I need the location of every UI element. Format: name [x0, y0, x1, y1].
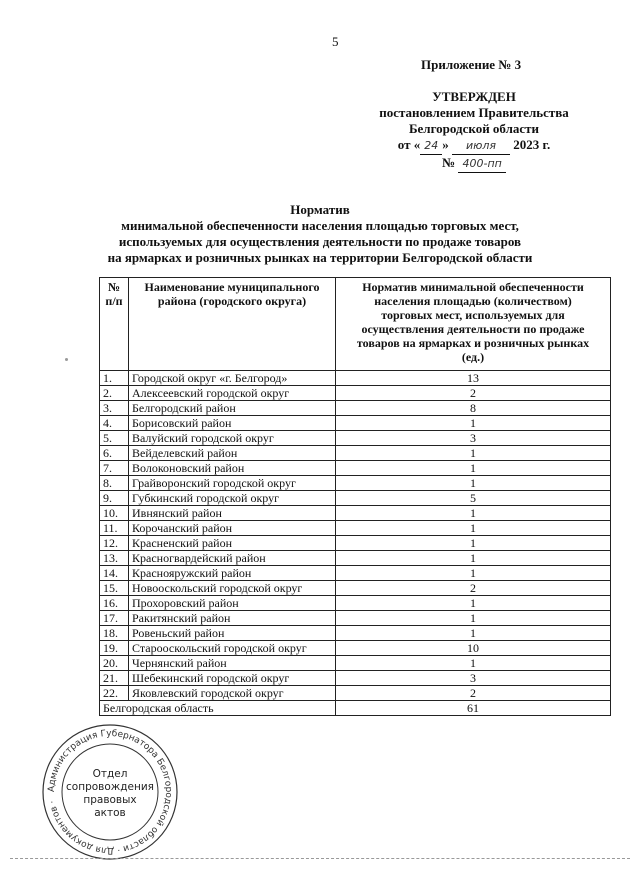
row-value: 1: [336, 521, 611, 536]
row-number: 18.: [100, 626, 129, 641]
stamp: [40, 722, 180, 862]
document-title: [80, 202, 560, 266]
row-value: 1: [336, 596, 611, 611]
row-number: 12.: [100, 536, 129, 551]
title-line1: Норматив: [290, 202, 350, 217]
row-value: 1: [336, 476, 611, 491]
date-prefix: от «: [397, 137, 421, 152]
row-value: 2: [336, 686, 611, 701]
row-name: Городской округ «г. Белгород»: [129, 371, 336, 386]
row-value: 8: [336, 401, 611, 416]
row-name: Старооскольский городской округ: [129, 641, 336, 656]
row-number: 19.: [100, 641, 129, 656]
total-name: Белгородская область: [100, 701, 336, 716]
approval-heading: УТВЕРЖДЕН: [432, 89, 516, 104]
row-name: Шебекинский городской округ: [129, 671, 336, 686]
appendix-label: Приложение № 3: [421, 57, 522, 72]
stamp-line2: сопровождения: [66, 781, 154, 793]
row-name: Красненский район: [129, 536, 336, 551]
row-name: Прохоровский район: [129, 596, 336, 611]
title-line2: минимальной обеспеченности населения площадью торговых мест,: [121, 218, 519, 233]
table-row: [100, 656, 611, 671]
header-name: Наименование муниципального района (городского округа): [129, 278, 336, 371]
table-header-row: [100, 278, 611, 371]
stamp-ring-text: Администрация Губернатора Белгородской области · Для документов ·: [46, 728, 174, 856]
row-value: 1: [336, 611, 611, 626]
table-row: [100, 521, 611, 536]
title-line4: на ярмарках и розничных рынках на территории Белгородской области: [107, 250, 533, 265]
table-row: [100, 611, 611, 626]
table-row: [100, 431, 611, 446]
approval-line2: Белгородской области: [408, 121, 540, 136]
row-number: 6.: [100, 446, 129, 461]
date-day: 24: [420, 138, 442, 155]
table-row: [100, 581, 611, 596]
table-row: [100, 371, 611, 386]
header-num: № п/п: [100, 278, 129, 371]
row-name: Яковлевский городской округ: [129, 686, 336, 701]
scan-speck: [65, 358, 68, 361]
row-name: Губкинский городской округ: [129, 491, 336, 506]
row-value: 5: [336, 491, 611, 506]
table-row: [100, 626, 611, 641]
table-row: [100, 476, 611, 491]
row-number: 14.: [100, 566, 129, 581]
row-number: 5.: [100, 431, 129, 446]
row-value: 2: [336, 581, 611, 596]
row-name: Ракитянский район: [129, 611, 336, 626]
row-number: 22.: [100, 686, 129, 701]
norms-table: [99, 277, 611, 716]
row-value: 1: [336, 656, 611, 671]
table-row: [100, 671, 611, 686]
row-number: 21.: [100, 671, 129, 686]
row-name: Борисовский район: [129, 416, 336, 431]
bottom-divider: [10, 858, 630, 859]
total-value: 61: [336, 701, 611, 716]
row-name: Алексеевский городской округ: [129, 386, 336, 401]
row-number: 15.: [100, 581, 129, 596]
row-value: 1: [336, 446, 611, 461]
row-name: Волоконовский район: [129, 461, 336, 476]
row-value: 3: [336, 671, 611, 686]
table-row: [100, 401, 611, 416]
stamp-line3: правовых: [83, 794, 137, 806]
row-value: 1: [336, 566, 611, 581]
date-month: июля: [452, 138, 510, 155]
row-value: 1: [336, 506, 611, 521]
number-value: 400-пп: [458, 156, 505, 173]
row-number: 20.: [100, 656, 129, 671]
table-row: [100, 386, 611, 401]
row-number: 16.: [100, 596, 129, 611]
row-number: 3.: [100, 401, 129, 416]
row-name: Красногвардейский район: [129, 551, 336, 566]
date-mid: »: [442, 137, 449, 152]
row-number: 7.: [100, 461, 129, 476]
date-year: 2023 г.: [513, 137, 551, 152]
row-name: Грайворонский городской округ: [129, 476, 336, 491]
header-norm: Норматив минимальной обеспеченности населения площадью (количеством) торговых мест, используемых для осуществления деятельности по продаже товаров на ярмарках и розничных рынках (ед.): [336, 278, 611, 371]
row-value: 1: [336, 461, 611, 476]
row-name: Чернянский район: [129, 656, 336, 671]
table-row: [100, 416, 611, 431]
row-value: 2: [336, 386, 611, 401]
table-row: [100, 566, 611, 581]
table-row: [100, 686, 611, 701]
row-number: 11.: [100, 521, 129, 536]
table-row: [100, 491, 611, 506]
row-value: 1: [336, 626, 611, 641]
table-row: [100, 536, 611, 551]
approval-date: [370, 137, 578, 155]
stamp-line1: Отдел: [92, 768, 128, 780]
row-name: Вейделевский район: [129, 446, 336, 461]
row-number: 9.: [100, 491, 129, 506]
row-name: Ивнянский район: [129, 506, 336, 521]
stamp-center-text: [40, 768, 180, 820]
table-row: [100, 446, 611, 461]
row-value: 10: [336, 641, 611, 656]
row-number: 13.: [100, 551, 129, 566]
row-number: 1.: [100, 371, 129, 386]
title-line3: используемых для осуществления деятельности по продаже товаров: [118, 234, 522, 249]
number-prefix: №: [442, 155, 456, 170]
row-name: Валуйский городской округ: [129, 431, 336, 446]
row-number: 10.: [100, 506, 129, 521]
approval-line1: постановлением Правительства: [379, 105, 569, 120]
row-value: 13: [336, 371, 611, 386]
row-name: Новооскольский городской округ: [129, 581, 336, 596]
approval-number: [370, 155, 578, 173]
row-number: 17.: [100, 611, 129, 626]
page-number: 5: [332, 34, 339, 49]
row-number: 8.: [100, 476, 129, 491]
row-number: 2.: [100, 386, 129, 401]
row-value: 1: [336, 551, 611, 566]
stamp-line4: актов: [94, 807, 126, 819]
row-name: Ровеньский район: [129, 626, 336, 641]
table-row: [100, 596, 611, 611]
table-row: [100, 506, 611, 521]
row-value: 3: [336, 431, 611, 446]
row-name: Белгородский район: [129, 401, 336, 416]
table-row: [100, 641, 611, 656]
row-number: 4.: [100, 416, 129, 431]
row-value: 1: [336, 416, 611, 431]
total-row: [100, 701, 611, 716]
table-row: [100, 461, 611, 476]
row-name: Корочанский район: [129, 521, 336, 536]
row-value: 1: [336, 536, 611, 551]
approval-block: [370, 89, 578, 173]
row-name: Краснояружский район: [129, 566, 336, 581]
table-row: [100, 551, 611, 566]
